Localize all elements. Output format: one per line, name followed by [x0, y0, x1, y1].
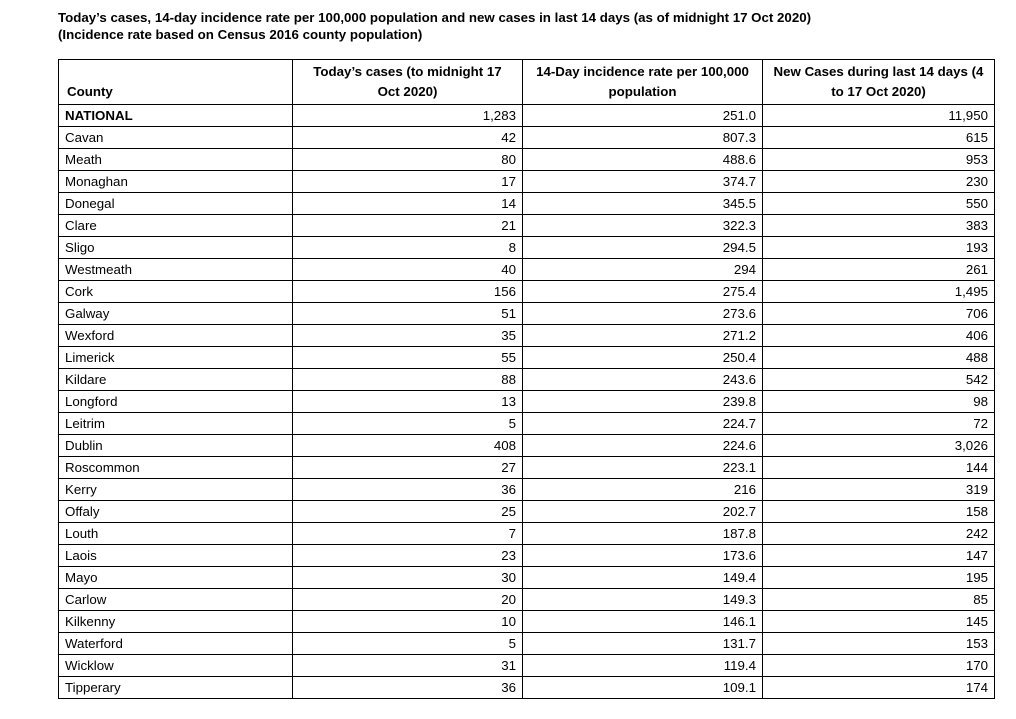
county-cell: Sligo — [59, 237, 293, 259]
county-cell: Laois — [59, 545, 293, 567]
incidence-rate-cell: 224.6 — [523, 435, 763, 457]
new-cases-cell: 147 — [763, 545, 995, 567]
todays-cases-cell: 30 — [293, 567, 523, 589]
county-cell: Westmeath — [59, 259, 293, 281]
incidence-rate-cell: 149.4 — [523, 567, 763, 589]
county-cell: Longford — [59, 391, 293, 413]
incidence-rate-cell: 239.8 — [523, 391, 763, 413]
county-cell: Galway — [59, 303, 293, 325]
new-cases-cell: 11,950 — [763, 105, 995, 127]
county-cell: Kilkenny — [59, 611, 293, 633]
new-cases-cell: 153 — [763, 633, 995, 655]
todays-cases-cell: 36 — [293, 479, 523, 501]
todays-cases-cell: 1,283 — [293, 105, 523, 127]
new-cases-cell: 488 — [763, 347, 995, 369]
table-row — [59, 545, 995, 567]
incidence-rate-cell: 109.1 — [523, 677, 763, 699]
todays-cases-cell: 7 — [293, 523, 523, 545]
county-cell: Tipperary — [59, 677, 293, 699]
todays-cases-cell: 17 — [293, 171, 523, 193]
incidence-rate-cell: 273.6 — [523, 303, 763, 325]
new-cases-cell: 319 — [763, 479, 995, 501]
county-cell: NATIONAL — [59, 105, 293, 127]
table-row — [59, 391, 995, 413]
table-row — [59, 127, 995, 149]
table-body — [59, 105, 995, 699]
header-incidence-rate: 14-Day incidence rate per 100,000 population — [523, 60, 763, 105]
todays-cases-cell: 5 — [293, 633, 523, 655]
table-row — [59, 237, 995, 259]
county-cell: Cavan — [59, 127, 293, 149]
todays-cases-cell: 23 — [293, 545, 523, 567]
incidence-rate-cell: 224.7 — [523, 413, 763, 435]
incidence-rate-cell: 149.3 — [523, 589, 763, 611]
todays-cases-cell: 40 — [293, 259, 523, 281]
table-row-national — [59, 105, 995, 127]
new-cases-cell: 193 — [763, 237, 995, 259]
incidence-rate-cell: 345.5 — [523, 193, 763, 215]
county-cell: Waterford — [59, 633, 293, 655]
county-cell: Clare — [59, 215, 293, 237]
county-cell: Kildare — [59, 369, 293, 391]
incidence-rate-cell: 294.5 — [523, 237, 763, 259]
todays-cases-cell: 55 — [293, 347, 523, 369]
todays-cases-cell: 35 — [293, 325, 523, 347]
todays-cases-cell: 51 — [293, 303, 523, 325]
incidence-rate-cell: 202.7 — [523, 501, 763, 523]
table-row — [59, 523, 995, 545]
county-cell: Leitrim — [59, 413, 293, 435]
new-cases-cell: 406 — [763, 325, 995, 347]
page-title — [58, 9, 998, 43]
header-new-cases-14-days: New Cases during last 14 days (4 to 17 Oct 2020) — [763, 60, 995, 105]
new-cases-cell: 3,026 — [763, 435, 995, 457]
todays-cases-cell: 27 — [293, 457, 523, 479]
incidence-rate-cell: 251.0 — [523, 105, 763, 127]
county-cell: Dublin — [59, 435, 293, 457]
table-row — [59, 369, 995, 391]
incidence-rate-cell: 187.8 — [523, 523, 763, 545]
table-row — [59, 171, 995, 193]
new-cases-cell: 383 — [763, 215, 995, 237]
incidence-rate-cell: 322.3 — [523, 215, 763, 237]
table-row — [59, 303, 995, 325]
incidence-rate-cell: 275.4 — [523, 281, 763, 303]
todays-cases-cell: 14 — [293, 193, 523, 215]
new-cases-cell: 550 — [763, 193, 995, 215]
incidence-rate-cell: 131.7 — [523, 633, 763, 655]
new-cases-cell: 145 — [763, 611, 995, 633]
table-row — [59, 193, 995, 215]
new-cases-cell: 170 — [763, 655, 995, 677]
todays-cases-cell: 408 — [293, 435, 523, 457]
county-cell: Donegal — [59, 193, 293, 215]
table-row — [59, 149, 995, 171]
table-row — [59, 567, 995, 589]
todays-cases-cell: 20 — [293, 589, 523, 611]
table-row — [59, 435, 995, 457]
todays-cases-cell: 5 — [293, 413, 523, 435]
new-cases-cell: 706 — [763, 303, 995, 325]
table-row — [59, 479, 995, 501]
county-cases-table — [58, 59, 995, 699]
new-cases-cell: 242 — [763, 523, 995, 545]
incidence-rate-cell: 250.4 — [523, 347, 763, 369]
new-cases-cell: 85 — [763, 589, 995, 611]
incidence-rate-cell: 374.7 — [523, 171, 763, 193]
county-cell: Offaly — [59, 501, 293, 523]
table-row — [59, 215, 995, 237]
header-todays-cases: Today’s cases (to midnight 17 Oct 2020) — [293, 60, 523, 105]
title-line-2: (Incidence rate based on Census 2016 county population) — [58, 27, 423, 42]
incidence-rate-cell: 488.6 — [523, 149, 763, 171]
table-row — [59, 347, 995, 369]
table-row — [59, 413, 995, 435]
todays-cases-cell: 88 — [293, 369, 523, 391]
county-cell: Mayo — [59, 567, 293, 589]
table-row — [59, 655, 995, 677]
new-cases-cell: 158 — [763, 501, 995, 523]
county-cell: Roscommon — [59, 457, 293, 479]
todays-cases-cell: 36 — [293, 677, 523, 699]
county-cell: Louth — [59, 523, 293, 545]
todays-cases-cell: 25 — [293, 501, 523, 523]
incidence-rate-cell: 243.6 — [523, 369, 763, 391]
county-cell: Monaghan — [59, 171, 293, 193]
table-row — [59, 677, 995, 699]
todays-cases-cell: 80 — [293, 149, 523, 171]
table-row — [59, 281, 995, 303]
new-cases-cell: 195 — [763, 567, 995, 589]
table-row — [59, 633, 995, 655]
todays-cases-cell: 8 — [293, 237, 523, 259]
county-cell: Limerick — [59, 347, 293, 369]
county-cell: Wexford — [59, 325, 293, 347]
incidence-rate-cell: 146.1 — [523, 611, 763, 633]
incidence-rate-cell: 807.3 — [523, 127, 763, 149]
county-cell: Meath — [59, 149, 293, 171]
table-row — [59, 611, 995, 633]
new-cases-cell: 174 — [763, 677, 995, 699]
new-cases-cell: 615 — [763, 127, 995, 149]
new-cases-cell: 72 — [763, 413, 995, 435]
new-cases-cell: 1,495 — [763, 281, 995, 303]
new-cases-cell: 953 — [763, 149, 995, 171]
table-row — [59, 259, 995, 281]
incidence-rate-cell: 223.1 — [523, 457, 763, 479]
incidence-rate-cell: 271.2 — [523, 325, 763, 347]
new-cases-cell: 144 — [763, 457, 995, 479]
county-cell: Carlow — [59, 589, 293, 611]
table-row — [59, 457, 995, 479]
table-row — [59, 501, 995, 523]
incidence-rate-cell: 173.6 — [523, 545, 763, 567]
county-cell: Kerry — [59, 479, 293, 501]
todays-cases-cell: 42 — [293, 127, 523, 149]
todays-cases-cell: 21 — [293, 215, 523, 237]
incidence-rate-cell: 119.4 — [523, 655, 763, 677]
county-cell: Cork — [59, 281, 293, 303]
county-cell: Wicklow — [59, 655, 293, 677]
table-header-row — [59, 60, 995, 105]
table-row — [59, 589, 995, 611]
todays-cases-cell: 31 — [293, 655, 523, 677]
title-line-1: Today’s cases, 14-day incidence rate per 100,000 population and new cases in last 14 days (as of midnight 17 Oct 2020) — [58, 10, 812, 25]
todays-cases-cell: 13 — [293, 391, 523, 413]
new-cases-cell: 98 — [763, 391, 995, 413]
incidence-rate-cell: 294 — [523, 259, 763, 281]
new-cases-cell: 230 — [763, 171, 995, 193]
new-cases-cell: 542 — [763, 369, 995, 391]
header-county: County — [59, 60, 293, 105]
table-row — [59, 325, 995, 347]
new-cases-cell: 261 — [763, 259, 995, 281]
todays-cases-cell: 156 — [293, 281, 523, 303]
todays-cases-cell: 10 — [293, 611, 523, 633]
incidence-rate-cell: 216 — [523, 479, 763, 501]
